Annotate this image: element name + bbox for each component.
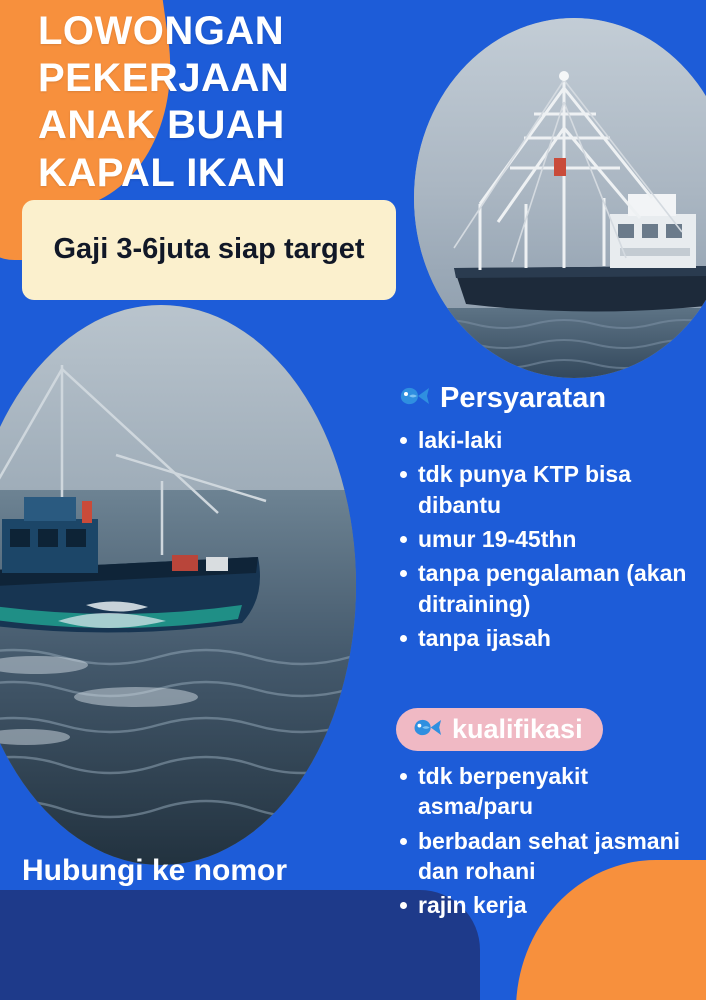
headline-line-3: ANAK BUAH xyxy=(38,103,285,148)
qualification-item: rajin kerja xyxy=(396,890,696,920)
qualification-item: tdk berpenyakit asma/paru xyxy=(396,761,696,822)
requirements-item: tdk punya KTP bisa dibantu xyxy=(396,459,696,520)
fishing-boat-at-sea-photo xyxy=(0,305,356,865)
qualification-list xyxy=(396,761,696,921)
qualification-section xyxy=(396,708,696,925)
fishing-trawler-photo xyxy=(414,18,706,378)
headline-line-1: LOWONGAN xyxy=(38,9,285,53)
headline-line-2: PEKERJAAN xyxy=(38,56,290,101)
salary-banner xyxy=(22,200,396,300)
requirements-item: tanpa pengalaman (akan ditraining) xyxy=(396,558,696,619)
requirements-item: tanpa ijasah xyxy=(396,623,696,653)
requirements-title-row xyxy=(396,382,696,415)
qualification-title: kualifikasi xyxy=(452,714,583,744)
requirements-item: laki-laki xyxy=(396,425,696,455)
requirements-list xyxy=(396,425,696,654)
requirements-title: Persyaratan xyxy=(440,382,607,414)
contact-label: Hubungi ke nomor xyxy=(22,854,287,887)
poster-headline xyxy=(38,8,438,197)
salary-text: Gaji 3-6juta siap target xyxy=(53,233,365,266)
headline-line-4: KAPAL IKAN xyxy=(38,150,286,195)
requirements-item: umur 19-45thn xyxy=(396,524,696,554)
qualification-item: berbadan sehat jasmani dan rohani xyxy=(396,826,696,887)
requirements-section xyxy=(396,382,696,658)
qualification-title-pill xyxy=(396,708,603,751)
fish-icon xyxy=(410,714,442,745)
fish-icon xyxy=(396,382,430,415)
